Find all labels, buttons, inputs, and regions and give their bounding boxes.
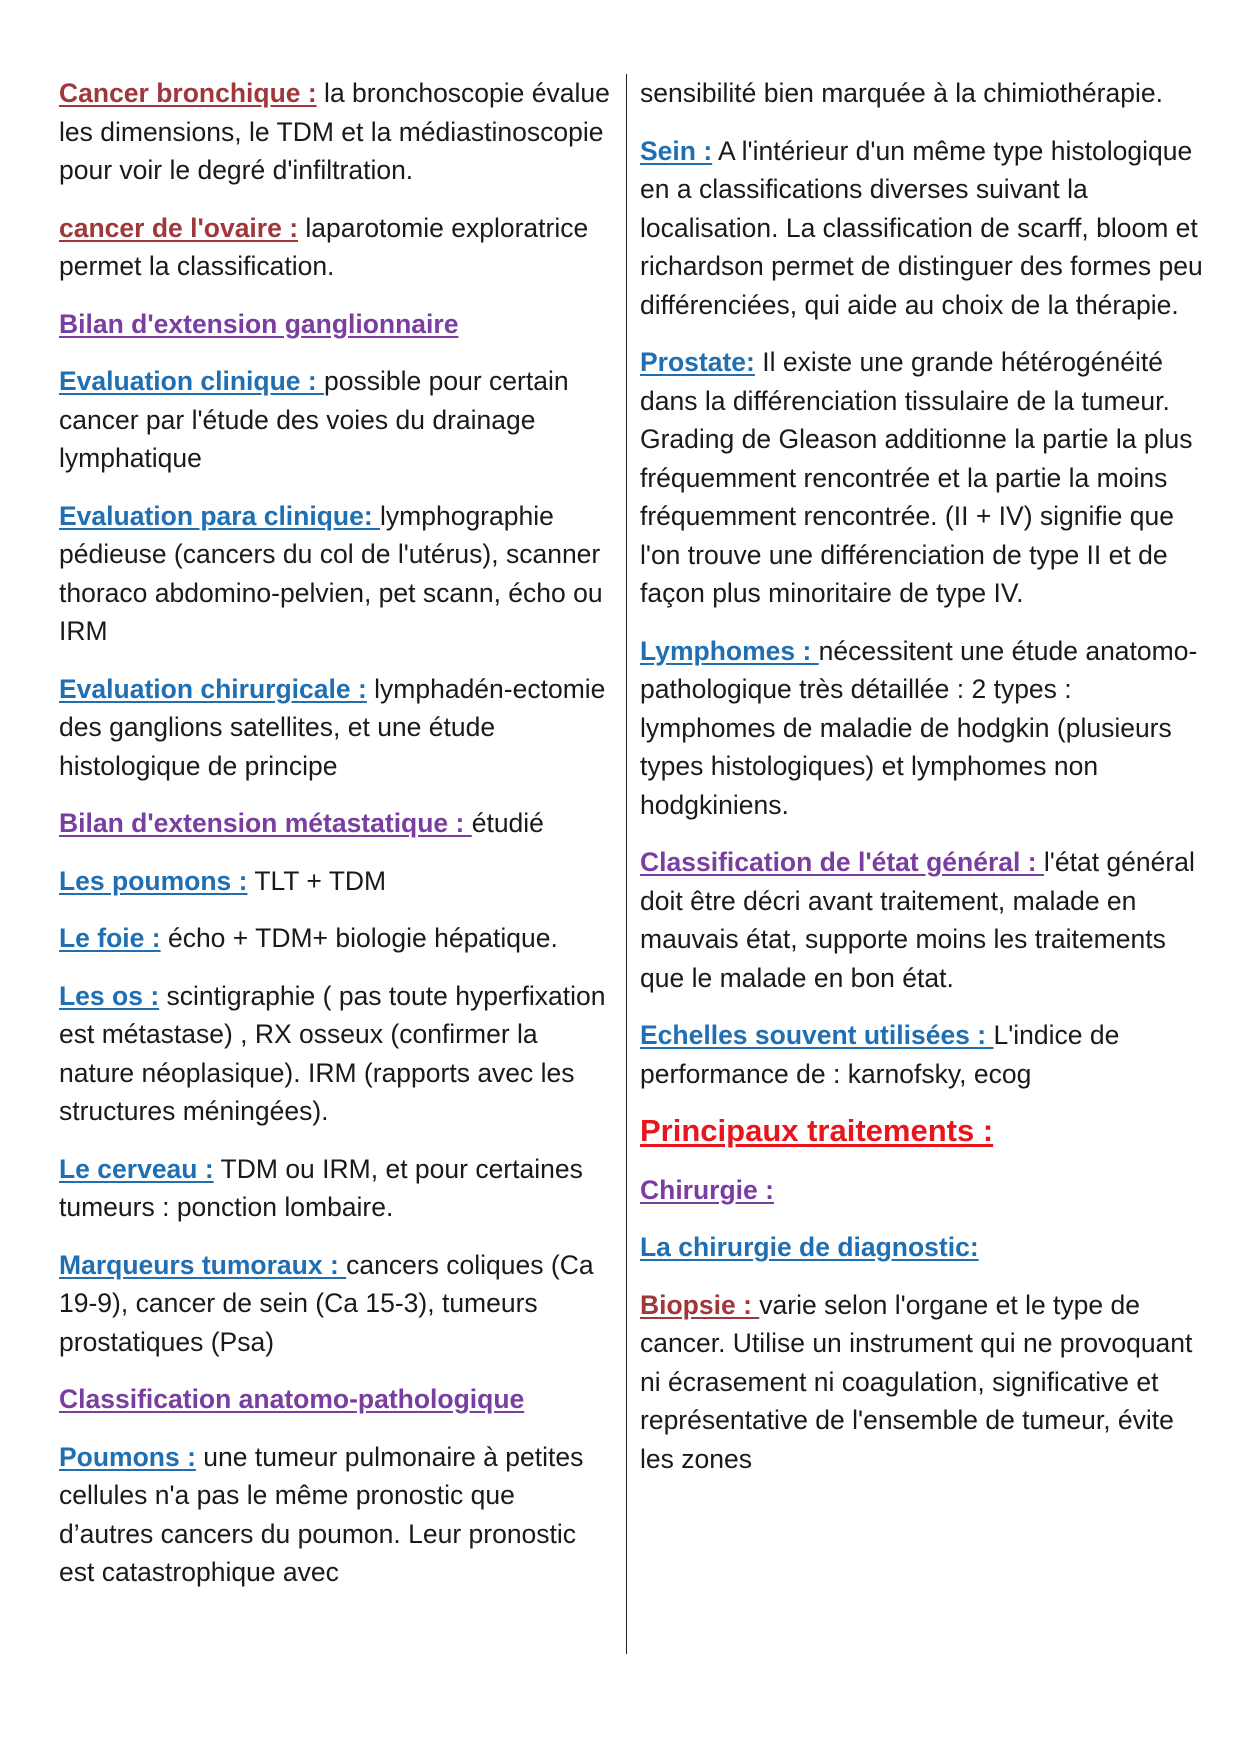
section-bilan-ganglionnaire	[59, 305, 614, 344]
heading-sein: Sein :	[640, 135, 713, 166]
text-biopsie: varie selon l'organe et le type de cancer. Utilise un instrument qui ne provoquant ni écrasement ni coagulation, significative et représentative de l'ensemble de tumeur, évite les zones	[640, 1289, 1193, 1474]
text-echelles: L'indice de performance de : karnofsky, ecog	[640, 1020, 1120, 1089]
paragraph-evaluation-clinique	[59, 362, 614, 478]
heading-chirurgie: Chirurgie :	[640, 1174, 774, 1205]
section-chirurgie-diagnostic	[640, 1228, 1205, 1267]
text-continuation: sensibilité bien marquée à la chimiothérapie.	[640, 78, 1163, 108]
heading-le-foie: Le foie :	[59, 923, 161, 953]
paragraph-evaluation-chirurgicale	[59, 670, 614, 786]
heading-le-cerveau: Le cerveau :	[59, 1153, 214, 1184]
heading-bilan-metastatique: Bilan d'extension métastatique :	[59, 808, 472, 838]
heading-lymphomes: Lymphomes :	[640, 635, 819, 666]
paragraph-foie	[59, 919, 614, 958]
heading-cancer-bronchique: Cancer bronchique :	[59, 78, 317, 108]
text-etat-general: l'état général doit être décri avant traitement, malade en mauvais état, supporte moins les traitements que le malade en bon état.	[640, 847, 1195, 993]
paragraph-cerveau	[59, 1150, 614, 1227]
text-le-foie: écho + TDM+ biologie hépatique.	[160, 923, 558, 953]
text-lymphomes: nécessitent une étude anatomo-pathologique très détaillée : 2 types : lymphomes de maladie de hodgkin (plusieurs types histologiques) et lymphomes non hodgkiniens.	[640, 635, 1198, 820]
paragraph-biopsie	[640, 1286, 1205, 1479]
text-marqueurs-tumoraux: cancers coliques (Ca 19-9), cancer de sein (Ca 15-3), tumeurs prostatiques (Psa)	[59, 1249, 594, 1357]
section-classification-anatomo	[59, 1380, 614, 1419]
paragraph-cancer-bronchique	[59, 74, 614, 190]
heading-biopsie: Biopsie :	[640, 1289, 760, 1320]
section-principaux-traitements	[640, 1112, 1205, 1152]
text-prostate: Il existe une grande hétérogénéité dans la différenciation tissulaire de la tumeur. Grading de Gleason additionne la partie la plus fréquemment rencontrée et la partie la moins fréquemment rencontrée. (II + IV) signifie que l'on trouve une différenciation de type II et de façon plus minoritaire de type IV.	[640, 347, 1193, 608]
heading-classification-anatomo: Classification anatomo-pathologique	[59, 1384, 525, 1414]
heading-principaux-traitements: Principaux traitements :	[640, 1113, 994, 1148]
section-chirurgie	[640, 1171, 1205, 1210]
paragraph-poumons-classification	[59, 1438, 614, 1592]
text-cancer-bronchique: la bronchoscopie évalue les dimensions, le TDM et la médiastinoscopie pour voir le degré d'infiltration.	[59, 78, 610, 185]
paragraph-poumons-bilan	[59, 862, 614, 901]
text-evaluation-chirurgicale: lymphadén-ectomie des ganglions satellites, et une étude histologique de principe	[59, 673, 606, 781]
heading-prostate: Prostate:	[640, 347, 755, 377]
text-cancer-ovaire: laparotomie exploratrice permet la classification.	[59, 212, 589, 281]
text-bilan-metastatique: étudié	[471, 808, 544, 838]
heading-etat-general: Classification de l'état général :	[640, 847, 1044, 877]
heading-bilan-ganglionnaire: Bilan d'extension ganglionnaire	[59, 308, 459, 339]
paragraph-prostate	[640, 343, 1205, 613]
left-column	[59, 74, 614, 1611]
paragraph-sein	[640, 132, 1205, 325]
paragraph-echelles	[640, 1016, 1205, 1093]
text-sein: A l'intérieur d'un même type histologique en a classifications diverses suivant la localisation. La classification de scarff, bloom et richardson permet de distinguer des formes peu différenciées, qui aide au choix de la thérapie.	[640, 135, 1203, 320]
paragraph-marqueurs	[59, 1246, 614, 1362]
heading-evaluation-clinique: Evaluation clinique :	[59, 366, 325, 396]
heading-cancer-ovaire: cancer de l'ovaire :	[59, 212, 299, 243]
heading-chirurgie-diagnostic: La chirurgie de diagnostic:	[640, 1232, 979, 1262]
column-divider	[626, 74, 627, 1654]
right-column	[640, 74, 1205, 1497]
heading-poumons: Poumons :	[59, 1441, 196, 1472]
heading-evaluation-chirurgicale: Evaluation chirurgicale :	[59, 673, 367, 704]
text-evaluation-clinique: possible pour certain cancer par l'étude des voies du drainage lymphatique	[59, 366, 569, 473]
paragraph-cancer-ovaire	[59, 209, 614, 286]
paragraph-os	[59, 977, 614, 1131]
text-les-poumons: TLT + TDM	[247, 865, 387, 896]
text-evaluation-para-clinique: lymphographie pédieuse (cancers du col de l'utérus), scanner thoraco abdomino-pelvien, pet scann, écho ou IRM	[59, 500, 603, 646]
paragraph-evaluation-para-clinique	[59, 497, 614, 651]
text-les-os: scintigraphie ( pas toute hyperfixation est métastase) , RX osseux (confirmer la nature néoplasique). IRM (rapports avec les structures méningées).	[59, 980, 606, 1126]
heading-echelles: Echelles souvent utilisées :	[640, 1020, 994, 1050]
paragraph-bilan-metastatique	[59, 804, 614, 843]
text-poumons: une tumeur pulmonaire à petites cellules n'a pas le même pronostic que d’autres cancers du poumon. Leur pronostic est catastrophique avec	[59, 1441, 584, 1587]
text-le-cerveau: TDM ou IRM, et pour certaines tumeurs : ponction lombaire.	[59, 1153, 583, 1222]
paragraph-lymphomes	[640, 632, 1205, 825]
heading-les-poumons: Les poumons :	[59, 865, 248, 896]
paragraph-continuation	[640, 74, 1205, 113]
heading-les-os: Les os :	[59, 980, 160, 1011]
paragraph-etat-general	[640, 843, 1205, 997]
heading-marqueurs-tumoraux: Marqueurs tumoraux :	[59, 1249, 347, 1280]
heading-evaluation-para-clinique: Evaluation para clinique:	[59, 500, 381, 531]
